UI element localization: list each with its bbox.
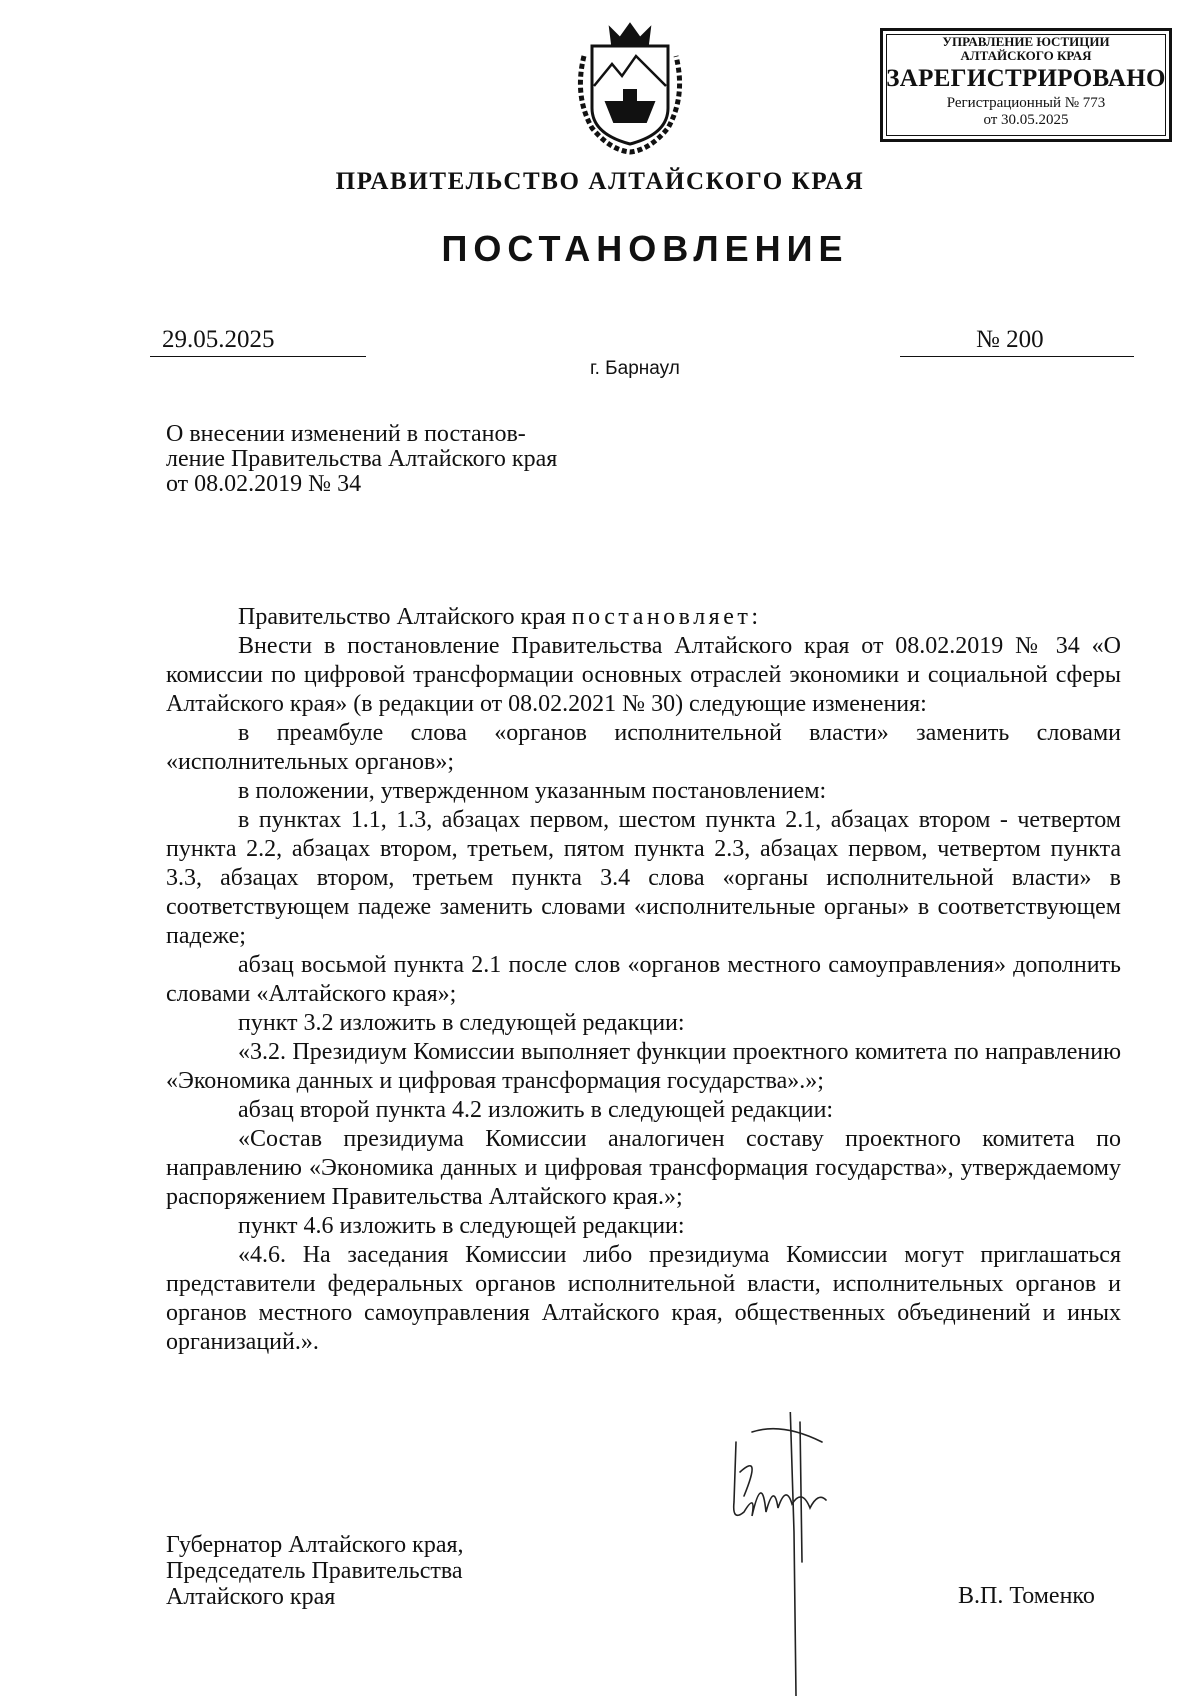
- organization-name: ПРАВИТЕЛЬСТВО АЛТАЙСКОГО КРАЯ: [335, 168, 865, 195]
- signatory-title-line: Председатель Правительства: [166, 1558, 463, 1584]
- subject-line: ление Правительства Алтайского края: [166, 446, 558, 472]
- signatory-title-line: Губернатор Алтайского края,: [166, 1532, 464, 1558]
- body-paragraph: абзац второй пункта 4.2 изложить в следующей редакции:: [238, 1097, 834, 1123]
- body-paragraph: в преамбуле слова «органов исполнительной власти» заменить словами «исполнительных органов»;: [166, 720, 1121, 775]
- number-underline: [900, 356, 1134, 357]
- document-subject: [166, 422, 638, 497]
- handwritten-signature: [722, 1412, 872, 1696]
- body-paragraph: «3.2. Президиум Комиссии выполняет функции проектного комитета по направлению «Экономика данных и цифровая трансформация государства».»;: [166, 1039, 1121, 1094]
- signatory-title: [166, 1532, 464, 1610]
- document-number: № 200: [976, 326, 1044, 353]
- body-paragraph: в пунктах 1.1, 1.3, абзацах первом, шестом пункта 2.1, абзацах втором - четвертом пункта 2.2, абзацах втором, третьем, пятом пункта 2.3, абзацах первом, четвертом пункта 3.3, абзацах втором, третьем пункта 3.4 слова «органы исполнительной власти» в соответствующем падеже заменить словами «исполнительные органы» в соответствующем падеже;: [166, 807, 1121, 949]
- stamp-status: ЗАРЕГИСТРИРОВАНО: [886, 65, 1166, 92]
- stamp-region: АЛТАЙСКОГО КРАЯ: [960, 48, 1092, 63]
- body-paragraph: «4.6. На заседания Комиссии либо президиума Комиссии могут приглашаться представители федеральных органов исполнительной власти, исполнительных органов и органов местного самоуправления Алтайского края, общественных объединений и иных организаций.».: [166, 1242, 1121, 1355]
- document-body: [166, 603, 1121, 1357]
- intro-prefix: Правительство Алтайского края: [238, 604, 572, 630]
- body-paragraph: в положении, утвержденном указанным постановлением:: [238, 778, 827, 804]
- document-type: ПОСТАНОВЛЕНИЕ: [441, 228, 849, 269]
- intro-resolves: постановляет:: [571, 604, 762, 630]
- body-paragraph: пункт 4.6 изложить в следующей редакции:: [238, 1213, 685, 1239]
- body-paragraph: «Состав президиума Комиссии аналогичен составу проектного комитета по направлению «Экономика данных и цифровая трансформация государства», утверждаемому распоряжением Правительства Алтайского края.»;: [166, 1126, 1121, 1210]
- stamp-reg-number: Регистрационный № 773: [946, 95, 1106, 111]
- coat-of-arms-icon: [570, 16, 690, 156]
- subject-line: О внесении изменений в постанов-: [166, 421, 526, 447]
- signatory-title-line: Алтайского края: [166, 1584, 336, 1610]
- date-underline: [150, 356, 366, 357]
- document-date: 29.05.2025: [162, 326, 275, 353]
- intro-paragraph: [166, 603, 1121, 632]
- registration-stamp: [880, 28, 1172, 142]
- stamp-authority: УПРАВЛЕНИЕ ЮСТИЦИИ: [942, 34, 1110, 49]
- body-paragraph: пункт 3.2 изложить в следующей редакции:: [238, 1010, 685, 1036]
- subject-line: от 08.02.2019 № 34: [166, 471, 362, 497]
- body-paragraph: Внести в постановление Правительства Алтайского края от 08.02.2019 № 34 «О комиссии по цифровой трансформации основных отраслей экономики и социальной сферы Алтайского края» (в редакции от 08.02.2021 № 30) следующие изменения:: [166, 633, 1121, 717]
- city: г. Барнаул: [590, 358, 680, 379]
- stamp-reg-date: от 30.05.2025: [983, 112, 1069, 128]
- signatory-name: В.П. Томенко: [958, 1583, 1095, 1609]
- body-paragraph: абзац восьмой пункта 2.1 после слов «органов местного самоуправления» дополнить словами «Алтайского края»;: [166, 952, 1121, 1007]
